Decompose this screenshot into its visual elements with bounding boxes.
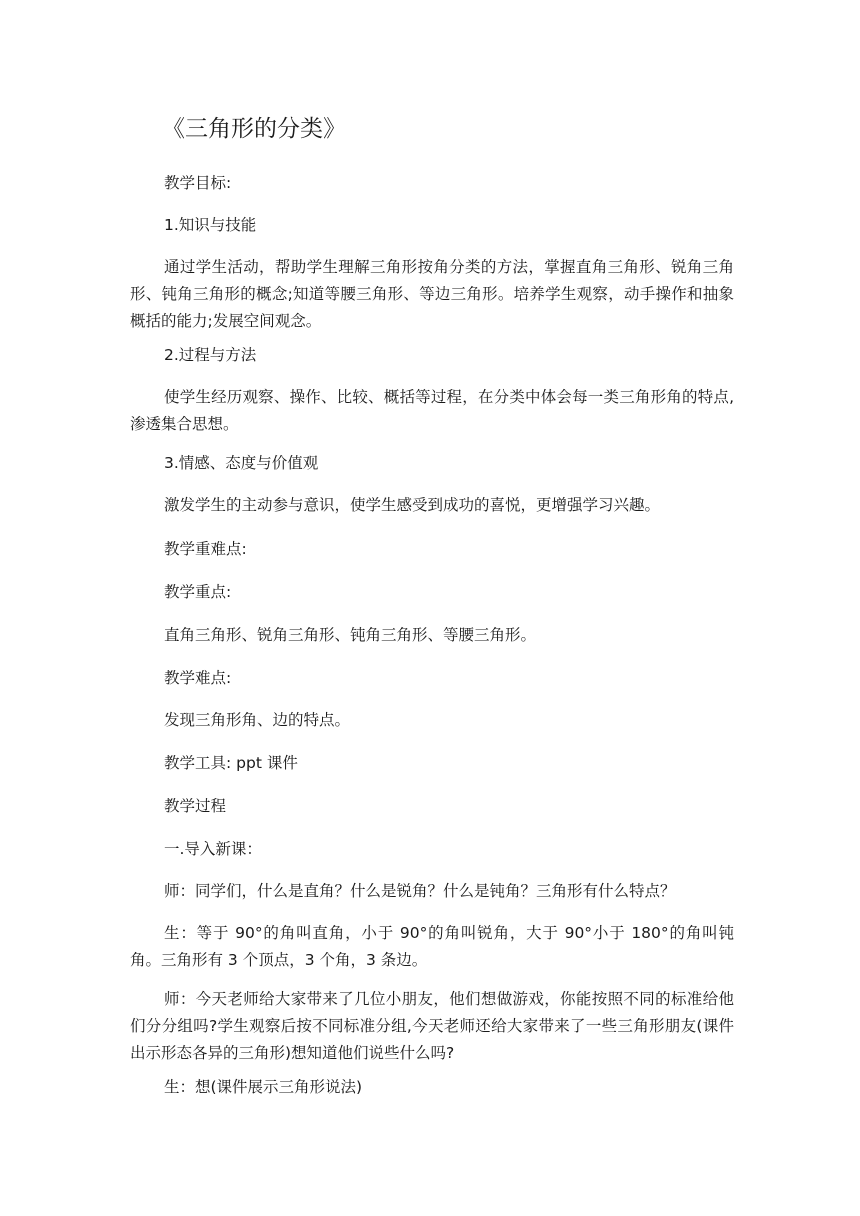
paragraph-student-answer: 生：等于 90°的角叫直角，小于 90°的角叫锐角，大于 90°小于 180°的角叫钝角。三角形有 3 个顶点，3 个角，3 条边。	[130, 924, 734, 969]
paragraph-difficult-body: 发现三角形角、边的特点。	[164, 711, 351, 729]
paragraph-emotion-values: 3.情感、态度与价值观	[164, 454, 319, 472]
paragraph-teaching-process: 教学过程	[164, 797, 227, 815]
paragraph-process-body: 使学生经历观察、操作、比较、概括等过程，在分类中体会每一类三角形角的特点,渗透集合思想。	[130, 388, 734, 433]
paragraph-intro-section: 一.导入新课：	[164, 840, 262, 858]
paragraph-knowledge-skills: 1.知识与技能	[164, 216, 257, 234]
paragraph-teacher-question: 师：同学们，什么是直角？什么是锐角？什么是钝角？三角形有什么特点？	[164, 882, 676, 900]
paragraph-student-reply: 生：想(课件展示三角形说法)	[164, 1078, 363, 1096]
paragraph-knowledge-body: 通过学生活动，帮助学生理解三角形按角分类的方法，掌握直角三角形、锐角三角形、钝角三角形的概念;知道等腰三角形、等边三角形。培养学生观察，动手操作和抽象概括的能力;发展空间观念。	[130, 258, 734, 330]
paragraph-teacher-game: 师：今天老师给大家带来了几位小朋友，他们想做游戏，你能按照不同的标准给他们分分组吗?学生观察后按不同标准分组,今天老师还给大家带来了一些三角形朋友(课件出示形态各异的三角形)想知道他们说些什么吗?	[130, 990, 734, 1062]
paragraph-key-points: 教学重点:	[164, 583, 232, 601]
paragraph-process-method: 2.过程与方法	[164, 346, 257, 364]
paragraph-key-points-body: 直角三角形、锐角三角形、钝角三角形、等腰三角形。	[164, 626, 537, 644]
paragraph-teaching-tools: 教学工具: ppt 课件	[164, 754, 298, 772]
paragraph-key-difficult: 教学重难点:	[164, 540, 247, 558]
document-title: 《三角形的分类》	[162, 116, 346, 142]
paragraph-emotion-body: 激发学生的主动参与意识，使学生感受到成功的喜悦，更增强学习兴趣。	[164, 496, 661, 514]
paragraph-difficult-points: 教学难点:	[164, 669, 232, 687]
paragraph-teaching-goals: 教学目标:	[164, 174, 232, 192]
